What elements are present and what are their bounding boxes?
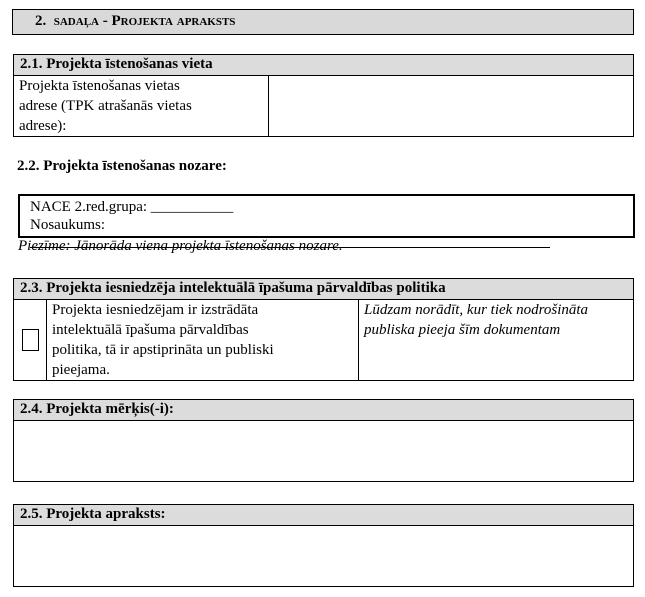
ip-policy-line: pieejama. <box>52 362 110 378</box>
ip-policy-checkbox[interactable] <box>22 329 39 351</box>
section-header <box>12 9 634 35</box>
location-label-line: Projekta īstenošanas vietas <box>19 78 180 94</box>
section-2-1 <box>13 54 634 137</box>
ip-policy-line: Projekta iesniedzējam ir izstrādāta <box>52 302 259 318</box>
section-title-text: sadaļa - Projekta apraksts <box>53 13 236 29</box>
ip-policy-line: politika, tā ir apstiprināta un publiski <box>52 342 274 358</box>
nace-name-label: Nosaukums: <box>30 217 105 233</box>
location-label <box>14 76 269 137</box>
ip-policy-hint-line: publiska pieeja šīm dokumentam <box>364 322 561 338</box>
ip-policy-line: intelektuālā īpašuma pārvaldības <box>52 322 249 338</box>
section-title <box>35 13 235 30</box>
section-2-3 <box>13 278 634 381</box>
section-2-4 <box>13 399 634 482</box>
location-label-line: adrese): <box>19 118 67 134</box>
section-2-4-heading: 2.4. Projekta mērķis(-i): <box>14 400 634 421</box>
nace-group-field[interactable]: NACE 2.red.grupa: ___________ <box>30 199 234 215</box>
description-input[interactable] <box>14 526 634 587</box>
section-2-5-heading: 2.5. Projekta apraksts: <box>14 505 634 526</box>
ip-policy-hint-line: Lūdzam norādīt, kur tiek nodrošināta <box>364 302 589 318</box>
goals-input[interactable] <box>14 421 634 482</box>
ip-policy-text <box>47 300 359 381</box>
note: Piezīme: Jānorāda viena projekta īstenošanas nozare. <box>18 238 343 254</box>
nace-box <box>18 194 635 238</box>
section-2-5 <box>13 504 634 587</box>
section-2-1-heading: 2.1. Projekta īstenošanas vieta <box>14 55 634 76</box>
section-number: 2. <box>35 13 47 29</box>
location-label-line: adrese (TPK atrašanās vietas <box>19 98 192 114</box>
section-2-2-heading: 2.2. Projekta īstenošanas nozare: <box>17 158 227 174</box>
location-input[interactable] <box>269 76 634 137</box>
ip-policy-hint[interactable] <box>359 300 634 381</box>
ip-policy-checkbox-cell <box>14 300 47 381</box>
section-2-3-heading: 2.3. Projekta iesniedzēja intelektuālā īpašuma pārvaldības politika <box>14 279 634 300</box>
